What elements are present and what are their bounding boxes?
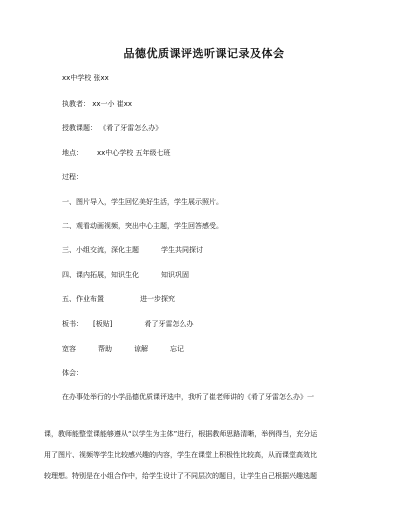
process-step-4-note: 知识巩固 <box>161 271 189 279</box>
location-line <box>62 149 171 158</box>
board-word: 谅解 <box>134 345 148 353</box>
board-tag: [板贴] <box>93 320 113 328</box>
process-step-4 <box>62 271 189 280</box>
process-step-2: 二、观看动画视频，突出中心主题，学生回答感受。 <box>62 222 223 230</box>
reflection-body <box>44 424 366 487</box>
teacher-line: 执教者： xx一小 崔xx <box>62 100 133 108</box>
location-label: 地点： <box>62 149 83 157</box>
reflection-line: 用了图片、视频等学生比较感兴趣的内容，学生在课堂上积极性比较高，从而课堂高效比 <box>44 451 317 459</box>
location-value: xx中心学校 五年级七班 <box>97 149 171 157</box>
reflection-first-line: 在办事处举行的小学品德优质课评选中，我听了崔老师讲的《肴了牙雷怎么办》一 <box>62 393 314 401</box>
board-word: 宽容 <box>62 345 76 353</box>
board-word: 帮助 <box>98 345 112 353</box>
document-title: 品德优质课评选听课记录及体会 <box>123 47 285 60</box>
process-label: 过程： <box>62 173 83 181</box>
board-line <box>62 320 193 329</box>
topic-line: 授教课题： 《肴了牙雷怎么办》 <box>62 124 163 132</box>
board-topic: 肴了牙雷怎么办 <box>144 320 194 328</box>
reflection-line: 较理想。特别是在小组合作中，给学生设计了不同层次的题目，让学生自己根据兴趣选题 <box>44 472 317 480</box>
process-step-3 <box>62 246 203 255</box>
process-step-5 <box>62 295 175 304</box>
process-step-5-main: 五、作业布置 <box>62 295 104 303</box>
process-step-3-main: 三、小组交流，深化主题 <box>62 246 139 254</box>
reflection-line: 课，教师能整堂课能够遵从“以学生为主体”进行，根据教师思路清晰，举例得当，充分运 <box>44 430 318 438</box>
school-line: xx中学校 张xx <box>62 74 109 82</box>
reflection-label: 体会： <box>62 369 83 377</box>
process-step-5-note: 进一步探究 <box>140 295 175 303</box>
board-words-line <box>62 345 184 354</box>
board-label: 板书： <box>62 320 83 328</box>
process-step-3-note: 学生共同探讨 <box>161 246 203 254</box>
board-word: 忘记 <box>170 345 184 353</box>
process-step-4-main: 四、课内拓展，知识生化 <box>62 271 139 279</box>
process-step-1: 一、图片导入，学生回忆美好生活，学生展示照片。 <box>62 198 223 206</box>
